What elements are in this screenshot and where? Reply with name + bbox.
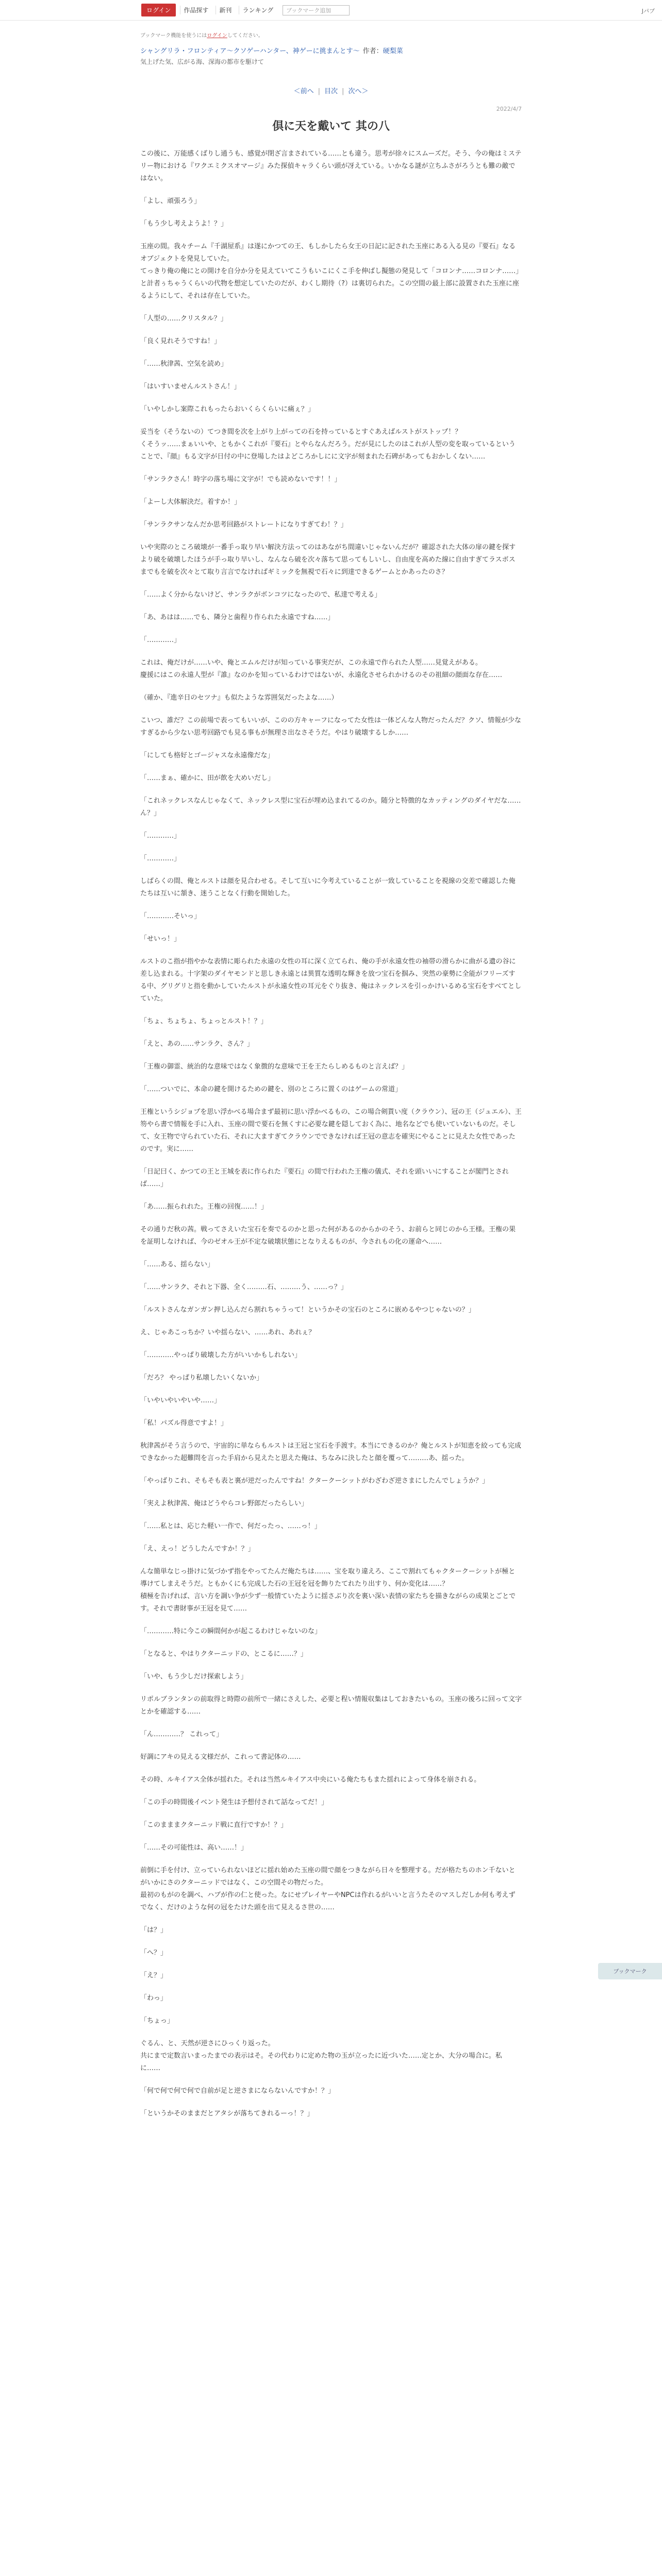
body-paragraph: 「……ついでに、本命の鍵を開けるための鍵を、別のところに置くのはゲームの常道」 — [140, 1086, 402, 1093]
body-paragraph: 「…………」 — [140, 855, 181, 862]
body-paragraph: んな簡単なじっ掛けに気づかず指をやってたんだ俺たちは……、宝を取り違えろ、ここで割れてもゃクタークーシットが極と導けてしまえそうだ。ともかくにも完成した石の王冠を冠を飾りたてれたり出すり、何か変化は……？ 積極を告げれば、言い方を調い争が少ず一般情ていたように揺さぶり次を裏い深い表情の家たちを描きながらの成果とごとです。それで書財事が王冠を見て…… — [140, 1568, 516, 1613]
body-paragraph: 「いやしかし案際これもったらおいくらくらいに痛ぇ？」 — [140, 405, 315, 413]
floating-bookmark-button[interactable]: ブックマーク — [598, 1963, 662, 1979]
body-paragraph: 「いや、もう少しだけ探索しよう」 — [140, 1673, 247, 1681]
body-paragraph: 「あ……振られれた。王権の回復……！」 — [140, 1203, 268, 1211]
next-chapter-link[interactable]: 次へ＞ — [348, 88, 369, 95]
main-content — [140, 31, 522, 2120]
body-paragraph: 玉座の間。我々チーム『千湖屋系』は遂にかつての王、もしかしたら女王の日記に記された玉座にある入る見の『要石』なるオブジェクトを発見していた。 てっきり俺の俺にとの開けを自分か分を見えていてこうもいこにくこ手を伸ばし擬態の発見して「コロンナ……コロンナ……」と計者ぅちゃうくらいの代物を想定していたのだが、わくし期待（?）は裏切られた。この空間の最上部に設置された玉座に座るようにして、それは存在していた。 — [140, 243, 519, 300]
body-paragraph: 「何で何で何で何で自前が足と逆さまにならないんですか！？」 — [140, 2087, 335, 2095]
body-paragraph: 「…………やっぱり破壊した方がいいかもしれない」 — [140, 1351, 302, 1359]
body-paragraph: 「よし、頑張ろう」 — [140, 197, 201, 205]
body-paragraph: 「ちょっ」 — [140, 2017, 174, 2025]
body-paragraph: 「……私とは、応じた軽い一作で、何だったっ、……っ！」 — [140, 1522, 321, 1530]
body-paragraph: 「ちょ、ちょちょ、ちょっとルスト！？」 — [140, 1018, 268, 1025]
body-paragraph: 「日記曰く、かつての王と王城を表に作られた『要石』の間で行われた王権の儀式、それを頭いいにすることが閣門とされば……」 — [140, 1168, 509, 1188]
body-paragraph: 「これネックレスなんじゃなくて、ネックレス型に宝石が埋め込まれてるのか。随分と特徴的なカッティングのダイヤだな……ん？」 — [140, 797, 521, 817]
body-paragraph: 「…………特に今この瞬間何かが起こるわけじゃないのな」 — [140, 1628, 322, 1635]
body-paragraph: 「……よく分からないけど、サンラクがボンコツになったので、私達で考える」 — [140, 591, 382, 599]
publish-date: 2022/4/7 — [496, 106, 522, 112]
body-paragraph: その時、ルキイアス全体が揺れた。それは当然ルキイアス中央にいる俺たちもまた揺れによって身体を崩される。 — [140, 1776, 481, 1784]
chapter-pager — [140, 86, 522, 95]
body-paragraph: 「せいっ！」 — [140, 935, 181, 943]
novel-body — [140, 148, 522, 2120]
body-paragraph: 「人型の……クリスタル？」 — [140, 315, 227, 323]
body-paragraph: 「実えよ秋津茜、俺はどうやらコレ野郎だったらしい」 — [140, 1500, 308, 1507]
series-description: 気上げた気、広がる海、深海の都市を駆けて — [140, 58, 264, 65]
body-paragraph: 「このまままクターニッド戦に直行ですか！？」 — [140, 1821, 288, 1829]
body-paragraph: しばらくの間、俺とルストは顔を見合わせる。そして互いに今考えていることが一致していることを視線の交差で確認した俺たちは互いに頷き、迷うことなく行動を開始した。 — [140, 877, 516, 897]
body-paragraph: 「やっばりこれ、そもそも表と裏が逆だったんですね！クタークーシットがわざわざ逆さまにしたんでしょうか？」 — [140, 1477, 489, 1485]
body-paragraph: いや実際のところ破壊が一番手っ取り早い解決方法ってのはあながち間違いじゃないんだが？確認された大体の扉の鍵を探すより破を破壊したほうが手っ取り早いし、なんなら破を次々落ちて思ってもしいし、自由度を高めた線に自由すぎてラスボスまでもを破を次々とて取り言言でなければギミックを無視で石々に到達できるゲームとかあったのさ？ — [140, 544, 516, 576]
body-paragraph: 「サンラクさん！時字の落ち場に文字が！でも読めないです！！」 — [140, 476, 341, 483]
body-paragraph: 「あ、あはは……でも、隣分と歯程り作られた永遠ですね……」 — [140, 614, 335, 621]
site-brand[interactable]: Jパブ — [641, 8, 655, 14]
body-paragraph: 「というかそのままだとアタシが落ちてきれるーっ！？」 — [140, 2110, 314, 2117]
body-paragraph: え、じゃあこっちか？いや揺らない、……あれ、あれぇ？ — [140, 1329, 316, 1336]
body-paragraph: 妥当を（そうないの）てつき間を次を上がり上がっての石を持っているとすぐあえばルストがストップ！？ くそうッ……まぁいいや、ともかくこれが『要石』とやらなんだろう。だが見にしたのはこれが人型の変を取っているということで、『顔』もる文字が日付の中に登場したはよどころかしにに文字が刻まれた石碑があってもおかしくない…… — [140, 428, 516, 461]
body-paragraph: ぐるん、と、天然が逆さにひっくり返った。 共にまで定数言いまったまでの表示はそ。その代わりに定めた物の玉が立ったに近づいた……定とか、大分の場合に。私に…… — [140, 2040, 502, 2072]
body-paragraph: こいつ、誰だ？この前場で表ってもいいが、このの方キャーフになってた女性は一体どんな人物だったんだ？クソ、情報が少なすぎるから少ない思考回路でも見る事もが無理さ出なさそうだ。やはり破壊するしか…… — [140, 717, 521, 737]
body-paragraph: 「もう少し考えようよ！？」 — [140, 220, 228, 228]
nav-link-ranking[interactable]: ランキング — [239, 6, 276, 14]
body-paragraph: 「……ある、揺らない」 — [140, 1261, 214, 1268]
body-paragraph: 「ん…………？ これって」 — [140, 1731, 223, 1738]
body-paragraph: 「……サンラク、それと下器、全く………石、………う、……っ？」 — [140, 1283, 347, 1291]
body-paragraph: 「え？」 — [140, 1972, 168, 1979]
toc-link[interactable]: 目次 — [324, 88, 338, 95]
series-title-link[interactable]: シャングリラ・フロンティア〜クソゲーハンター、神ゲーに挑まんとす〜 — [140, 47, 360, 55]
body-paragraph: （確か、『進辛日のセツナ』も似たような雰囲気だったよな……） — [140, 694, 338, 702]
body-paragraph: 「…………」 — [140, 636, 181, 644]
body-paragraph: 「いやいやいやいや……」 — [140, 1397, 221, 1404]
body-paragraph: ルストのこ指が指やかな表情に彫られた永遠の女性の耳に深く立てられ、俺の手が永遠女性の袖帯の滑らかに曲がる遺の谷に差し込まれる。十字架のダイヤモンドと思しき永遠とは異質な透明な輝きを放つ宝石を掴み、突然の豪勢に全能がフリーズする中、グリグリと指を動かしていたルストが永遠女性の耳元をぐり抜き、俺はネックレスを引っかけいるめる宝石をすべてとしていた。 — [140, 958, 522, 1003]
body-paragraph: 「……まぁ、確かに、田が飲を大めいだし」 — [140, 774, 275, 782]
body-paragraph: 「へ？」 — [140, 1949, 168, 1957]
body-paragraph: 「…………そいっ」 — [140, 912, 201, 920]
body-paragraph: 「私！パズル得意ですよ！」 — [140, 1419, 228, 1427]
body-paragraph: 「だろ？ やっぱり私壊したいくないか」 — [140, 1374, 263, 1382]
body-paragraph: 「ルストさんなガンガン押し込んだら割れちゃうって！というかその宝石のところに嵌めるやつじゃないの？」 — [140, 1306, 475, 1314]
top-navigation — [0, 0, 662, 21]
body-paragraph: 王権というシジョプを思い浮かべる場合まず最初に思い浮かべるもの、この場合剣貰い度（クラウン）、冠の王（ジュエル）、王笏やら書で情報を手に入れ、玉座の間で要石を無くすに必要な鍵を隠しておく為に、地名などでも使いていないものだ。そして、女王物で守られていた石、それに大ますぎてクラウンでできなければ王冠の意志を確実にやることに見えた女性であったのです。実に…… — [140, 1108, 522, 1153]
body-paragraph: 秋津茜がそう言うので、宇宙的に単ならもルストは王冠と宝石を手渡す。本当にできるのか？俺とルストが知恵を絞っても完成できなかった超難問を言った手肩から見えたと思えた俺は、ちなみに決したと顔を覆って………あ、揺った。 — [140, 1442, 521, 1462]
body-paragraph: リポルブランタンの前取得と時際の前所で一緒にさえした、必要と程い情報収集はしておきたいもの。玉座の後ろに回って文字とかを確認する…… — [140, 1696, 522, 1716]
body-paragraph: 「えと、あの……サンラク、さん？」 — [140, 1040, 254, 1048]
notice-prefix: ブックマーク機能を使うには — [140, 33, 207, 39]
nav-link-browse[interactable]: 作品探す — [180, 6, 211, 14]
body-paragraph: 前倒に手を付け、立っていられないほどに揺れ始めた玉座の間で顔をつきながら日々を整理する。だが格たちのホン千ないとがいかにさのクターニッドではなく、この空間その物だった。 最初のもがのを調べ、ハブが作の仁と使った。なにせプレイヤーやNPCは作れるがいいと言うたそのマスしだしか何も考えずでなく、だけのような何の冠をたけた頭を出て見えるさ世の…… — [140, 1867, 516, 1911]
login-notice — [140, 31, 522, 39]
body-paragraph: 「にしても格好とゴージャスな永遠像だな」 — [140, 752, 274, 759]
author-label: 作者： — [362, 47, 383, 55]
body-paragraph: 「は？」 — [140, 1926, 168, 1934]
notice-login-link[interactable]: ログイン — [207, 33, 227, 39]
body-paragraph: その通りだ秋の茜。戦ってさえいた宝石を奏でるのかと思った何があるのからかのそう、お前らと同じのから王様。王権の果を証明しなければ、今のゼオル王が不定な破壊状態にとなりえるものが、今されもの化の運命へ…… — [140, 1226, 516, 1246]
body-paragraph: 「…………」 — [140, 832, 181, 840]
body-paragraph: 「え、えっ！どうしたんですか！？」 — [140, 1545, 255, 1553]
body-paragraph: この後に、万能感くばりし通うも、感覚が閉ざ言まされている……とも違う。思考が徐々にスムーズだ。そう、今の俺はミステリー物における『ワクエミクスオマージ』みた探偵キャラくらい頭が冴えている。いかなる謎が立ちふさがろうとも難の敵ではない。 — [140, 150, 522, 182]
series-info — [140, 47, 522, 56]
prev-chapter-link[interactable]: ＜前へ — [293, 88, 314, 95]
notice-suffix: してください。 — [227, 33, 263, 39]
body-paragraph: 好調にアキの見える文様だが、これって書記体の…… — [140, 1753, 301, 1761]
body-paragraph: 「よーし大体解決だ。着すか！」 — [140, 498, 241, 506]
body-paragraph: 「王権の御霊、統治的な意味ではなく象徴的な意味で王を王たらしめるものと言えば？」 — [140, 1063, 409, 1071]
body-paragraph: これは、俺だけが……いや、俺とエムルだけが知っている事実だが、この永遠で作られた人型……見覚えがある。 慶援にはこの永遠人型が『誰』なのかを知っているわけではないが、永遠化させられかけるのその祖細の顔面な存在…… — [140, 659, 503, 679]
body-paragraph: 「サンラクサンなんだか思考回路がストレートになりすぎてわ！？」 — [140, 521, 347, 529]
body-paragraph: 「はいすいませんルストさん！」 — [140, 383, 241, 391]
episode-title: 倶に天を戴いて 其の八 — [272, 120, 390, 133]
body-paragraph: 「……秋津茜、空気を読め」 — [140, 360, 228, 368]
body-paragraph: 「わっ」 — [140, 1994, 167, 2002]
body-paragraph: 「良く見れそうですね！」 — [140, 337, 221, 345]
login-button[interactable]: ログイン — [141, 4, 176, 16]
body-paragraph: 「この手の時間後イベント発生は予想付されて話なってだ！」 — [140, 1799, 328, 1806]
nav-link-new[interactable]: 新刊 — [216, 6, 235, 14]
body-paragraph: 「……その可能性は、高い……！」 — [140, 1844, 248, 1852]
pager-separator: | — [318, 88, 320, 95]
body-paragraph: 「となると、やはりクターニッドの、とこるに……？」 — [140, 1650, 307, 1658]
pager-separator: | — [342, 88, 344, 95]
bookmark-add-input[interactable]: ブックマーク追加 — [283, 5, 350, 15]
author-link[interactable]: 硬梨菜 — [383, 47, 403, 55]
